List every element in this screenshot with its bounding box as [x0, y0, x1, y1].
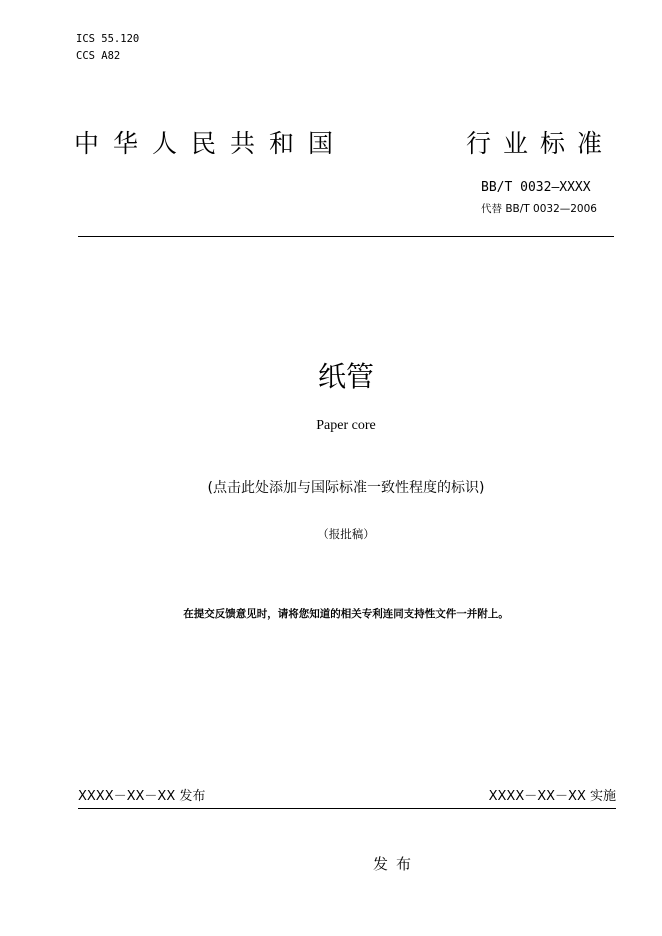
national-title: 中华人民共和国 [74, 129, 348, 158]
issuer-label: 发布 [373, 855, 420, 873]
footer-divider [78, 808, 616, 809]
patent-notice: 在提交反馈意见时，请将您知道的相关专利连同支持性文件一并附上。 [183, 608, 509, 620]
implementation-date: XXXX－XX－XX 实施 [488, 789, 616, 804]
issue-date: XXXX－XX－XX 发布 [78, 789, 206, 804]
header-divider [78, 236, 614, 237]
standard-number: BB/T 0032—XXXX [481, 180, 591, 195]
document-title-english: Paper core [316, 418, 376, 433]
conformity-note: (点击此处添加与国际标准一致性程度的标识) [207, 480, 485, 496]
draft-stage: （报批稿） [317, 527, 375, 541]
standard-type: 行业标准 [466, 129, 615, 158]
ics-code: ICS 55.120 [76, 33, 140, 45]
replaces-standard: 代替 BB/T 0032—2006 [481, 203, 597, 215]
document-title-chinese: 纸管 [317, 360, 374, 393]
ccs-code: CCS A82 [76, 50, 121, 62]
